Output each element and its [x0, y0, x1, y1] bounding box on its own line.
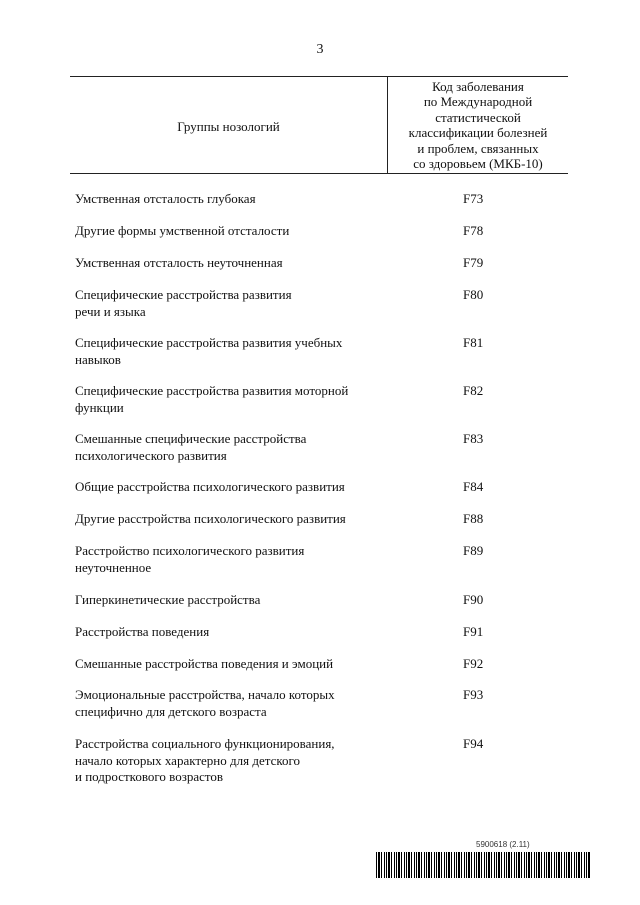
- row-nosology-name: Смешанные специфические расстройства психологического развития: [75, 431, 307, 463]
- table-row: [70, 479, 568, 496]
- header-nosology-groups: Группы нозологий: [177, 119, 280, 134]
- nosology-table: [70, 76, 568, 784]
- row-icd-code: F83: [463, 431, 484, 446]
- row-icd-code: F80: [463, 287, 484, 302]
- row-icd-code: F93: [463, 687, 484, 702]
- table-row: [70, 223, 568, 240]
- row-icd-code: F90: [463, 592, 484, 607]
- row-nosology-name: Специфические расстройства развития учебных навыков: [75, 335, 343, 367]
- row-icd-code: F84: [463, 479, 484, 494]
- row-icd-code: F94: [463, 736, 484, 751]
- table-row: [70, 431, 568, 464]
- table-header: [70, 77, 568, 173]
- table-row: [70, 624, 568, 641]
- row-nosology-name: Умственная отсталость глубокая: [75, 191, 256, 206]
- row-icd-code: F89: [463, 543, 484, 558]
- table-row: [70, 736, 568, 786]
- table-row: [70, 543, 568, 576]
- table-row: [70, 656, 568, 673]
- row-icd-code: F73: [463, 191, 484, 206]
- table-row: [70, 287, 568, 320]
- table-row: [70, 592, 568, 609]
- row-icd-code: F92: [463, 656, 484, 671]
- table-row: [70, 191, 568, 208]
- page-number: 3: [316, 42, 324, 57]
- row-nosology-name: Общие расстройства психологического развития: [75, 479, 345, 494]
- row-nosology-name: Специфические расстройства развития речи и языка: [75, 287, 292, 319]
- row-nosology-name: Расстройства социального функционирования, начало которых характерно для детского и подросткового возрастов: [75, 736, 335, 784]
- row-nosology-name: Специфические расстройства развития моторной функции: [75, 383, 349, 415]
- row-icd-code: F91: [463, 624, 484, 639]
- barcode-number: 5900618 (2.11): [476, 840, 530, 849]
- row-icd-code: F88: [463, 511, 484, 526]
- row-icd-code: F79: [463, 255, 484, 270]
- table-row: [70, 511, 568, 528]
- row-nosology-name: Смешанные расстройства поведения и эмоций: [75, 656, 334, 671]
- row-nosology-name: Умственная отсталость неуточненная: [75, 255, 283, 270]
- row-nosology-name: Эмоциональные расстройства, начало которых специфично для детского возраста: [75, 687, 335, 719]
- table-header-rule: [70, 173, 568, 174]
- row-icd-code: F78: [463, 223, 484, 238]
- barcode-image: [376, 852, 590, 878]
- row-nosology-name: Другие формы умственной отсталости: [75, 223, 290, 238]
- header-icd10-code: Код заболевания по Международной статистической классификации болезней и проблем, связанных со здоровьем (МКБ-10): [387, 77, 568, 173]
- table-row: [70, 255, 568, 272]
- row-nosology-name: Другие расстройства психологического развития: [75, 511, 346, 526]
- table-row: [70, 383, 568, 416]
- row-nosology-name: Гиперкинетические расстройства: [75, 592, 261, 607]
- row-icd-code: F82: [463, 383, 484, 398]
- row-nosology-name: Расстройство психологического развития неуточненное: [75, 543, 305, 575]
- row-icd-code: F81: [463, 335, 484, 350]
- table-row: [70, 335, 568, 368]
- row-nosology-name: Расстройства поведения: [75, 624, 210, 639]
- table-row: [70, 687, 568, 720]
